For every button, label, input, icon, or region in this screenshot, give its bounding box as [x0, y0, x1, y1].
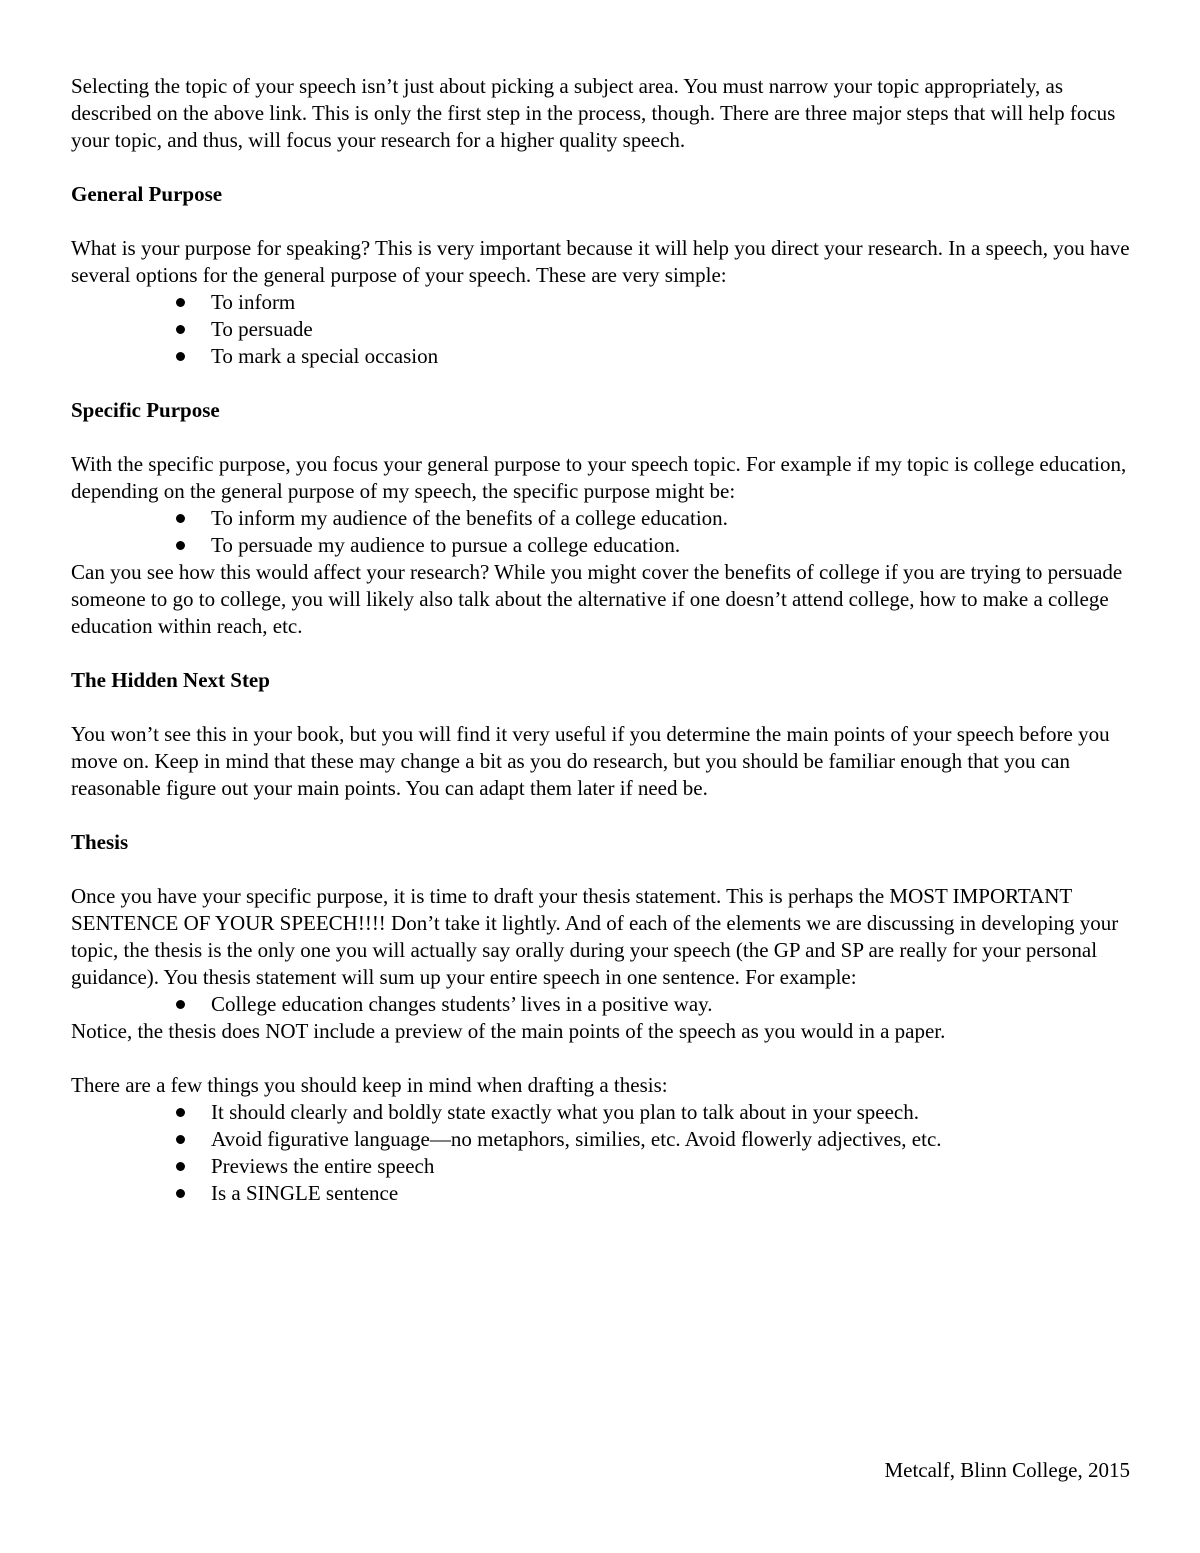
- general-purpose-list: [71, 289, 1141, 370]
- list-item: To inform my audience of the benefits of a college education.: [71, 505, 1141, 532]
- bullet-icon: [176, 1000, 185, 1009]
- hidden-step-paragraph: You won’t see this in your book, but you will find it very useful if you determine the main points of your speech before you move on. Keep in mind that these may change a bit as you do research, but you should be familiar enough that you can reasonable figure out your main points. You can adapt them later if need be.: [71, 722, 1110, 800]
- list-item: To persuade my audience to pursue a college education.: [71, 532, 1141, 559]
- list-item: Previews the entire speech: [71, 1153, 1141, 1180]
- thesis-notice: Notice, the thesis does NOT include a preview of the main points of the speech as you would in a paper.: [71, 1019, 946, 1043]
- list-item: Is a SINGLE sentence: [71, 1180, 1141, 1207]
- specific-purpose-followup: Can you see how this would affect your research? While you might cover the benefits of college if you are trying to persuade someone to go to college, you will likely also talk about the alternative if one doesn’t attend college, how to make a college education within reach, etc.: [71, 560, 1123, 638]
- specific-purpose-list: [71, 505, 1141, 559]
- list-item: To mark a special occasion: [71, 343, 1141, 370]
- thesis-paragraph: Once you have your specific purpose, it is time to draft your thesis statement. This is perhaps the MOST IMPORTANT SENTENCE OF YOUR SPEECH!!!! Don’t take it lightly. And of each of the elements we are discussing in developing your topic, the thesis is the only one you will actually say orally during your speech (the GP and SP are really for your personal guidance). You thesis statement will sum up your entire speech in one sentence. For example:: [71, 884, 1119, 989]
- list-item: College education changes students’ lives in a positive way.: [71, 991, 1141, 1018]
- general-purpose-paragraph: What is your purpose for speaking? This is very important because it will help you direct your research. In a speech, you have several options for the general purpose of your speech. These are very simple:: [71, 236, 1130, 287]
- bullet-icon: [176, 325, 185, 334]
- page-footer: Metcalf, Blinn College, 2015: [884, 1458, 1130, 1482]
- bullet-icon: [176, 352, 185, 361]
- hidden-step-heading: The Hidden Next Step: [71, 668, 270, 692]
- specific-purpose-heading: Specific Purpose: [71, 398, 220, 422]
- list-item: To inform: [71, 289, 1141, 316]
- specific-purpose-paragraph: With the specific purpose, you focus your general purpose to your speech topic. For example if my topic is college education, depending on the general purpose of my speech, the specific purpose might be:: [71, 452, 1127, 503]
- bullet-icon: [176, 514, 185, 523]
- bullet-icon: [176, 298, 185, 307]
- bullet-icon: [176, 1189, 185, 1198]
- bullet-icon: [176, 541, 185, 550]
- thesis-tips-intro: There are a few things you should keep in mind when drafting a thesis:: [71, 1073, 668, 1097]
- bullet-icon: [176, 1162, 185, 1171]
- document-body: [71, 73, 1141, 1207]
- thesis-heading: Thesis: [71, 830, 129, 854]
- bullet-icon: [176, 1108, 185, 1117]
- list-item: Avoid figurative language—no metaphors, similies, etc. Avoid flowerly adjectives, etc.: [71, 1126, 1141, 1153]
- intro-paragraph: Selecting the topic of your speech isn’t just about picking a subject area. You must narrow your topic appropriately, as described on the above link. This is only the first step in the process, though. There are three major steps that will help focus your topic, and thus, will focus your research for a higher quality speech.: [71, 74, 1116, 152]
- list-item: It should clearly and boldly state exactly what you plan to talk about in your speech.: [71, 1099, 1141, 1126]
- bullet-icon: [176, 1135, 185, 1144]
- list-item: To persuade: [71, 316, 1141, 343]
- thesis-example-list: [71, 991, 1141, 1018]
- general-purpose-heading: General Purpose: [71, 182, 223, 206]
- thesis-tips-list: [71, 1099, 1141, 1207]
